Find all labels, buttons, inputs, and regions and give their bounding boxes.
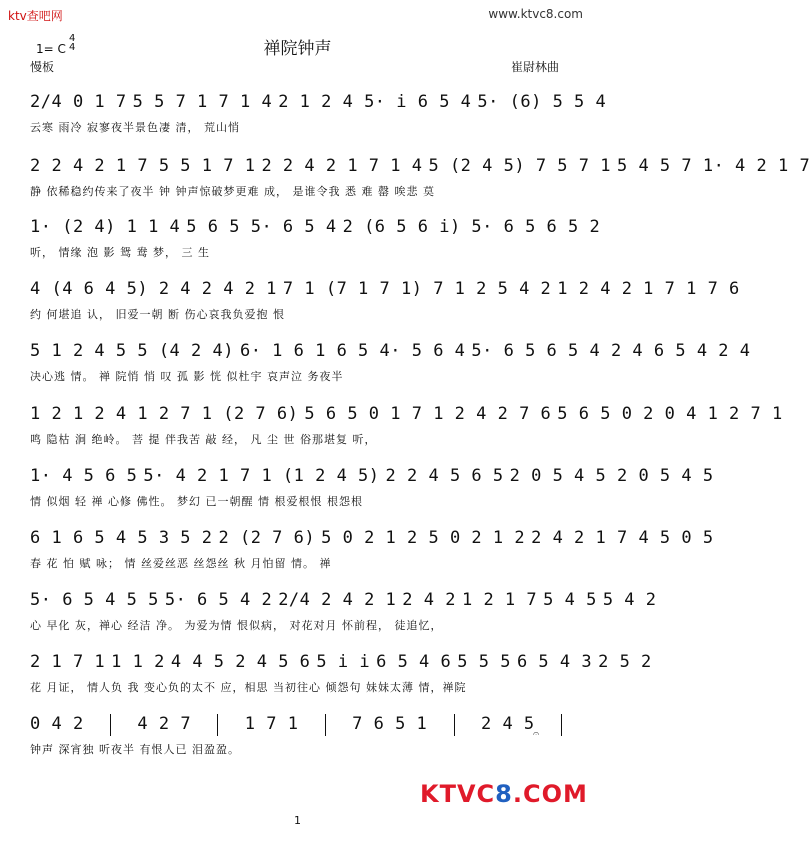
lyrics-row: 春 花 怕 赋 咏； 情 丝爱丝恶 丝怨丝 秋 月怕留 情。 禅 bbox=[30, 557, 332, 570]
measure: 5 6 5 0 2 0 4 1 2 7 1 bbox=[557, 404, 783, 424]
lyrics-row: 花 月证， 情人负 我 变心负的太不 应，相思 当初往心 倾怨句 妹妹太薄 情，禅院 bbox=[30, 681, 467, 694]
measure: 1 7 1 bbox=[244, 714, 299, 734]
logo-number: 8 bbox=[495, 780, 513, 808]
measure: 5 6 5 0 1 7 1 2 4 2 7 6 bbox=[304, 404, 552, 424]
notes-row bbox=[30, 341, 751, 363]
lyrics-row: 静 依稀稳约传来了夜半 钟 钟声惊破梦更难 成， 是谁令我 悉 难 罄 唉悲 莫 bbox=[30, 185, 435, 198]
notes-row bbox=[30, 217, 601, 239]
barline bbox=[454, 714, 455, 736]
song-title: 禅院钟声 bbox=[263, 39, 332, 59]
lyrics-row: 钟声 深宵独 听夜半 有恨人已 泪盈盈。 bbox=[30, 743, 240, 756]
measure: 6 5 4 6 bbox=[376, 652, 452, 672]
site-logo bbox=[420, 780, 588, 808]
score-line bbox=[30, 92, 607, 135]
measure: 5 i i bbox=[316, 652, 371, 672]
barline bbox=[110, 714, 111, 736]
measure: 5 5 7 1 7 1 4 bbox=[132, 92, 273, 112]
measure: 5 5 5 bbox=[457, 652, 511, 672]
barline bbox=[561, 714, 562, 736]
barline bbox=[325, 714, 326, 736]
measure: 7 6 5 1 bbox=[352, 714, 428, 734]
notes-row bbox=[30, 590, 657, 612]
score-line bbox=[30, 528, 714, 571]
logo-main: KTVC bbox=[420, 780, 496, 808]
measure: 2 2 4 2 1 7 5 5 1 7 1 bbox=[30, 156, 256, 176]
score-line bbox=[30, 341, 751, 384]
score-line bbox=[30, 404, 783, 447]
measure: 5 (2 4 5) 7 5 7 1 bbox=[428, 156, 611, 176]
lyrics-row: 鸣 隐枯 涧 绝岭。 菩 提 伴我苦 敲 经， 凡 尘 世 俗那堪复 听， bbox=[30, 433, 377, 446]
measure: 2 1 2 4 5· i 6 5 4 bbox=[278, 92, 472, 112]
measure: 2 2 4 2 1 7 1 4 bbox=[261, 156, 423, 176]
measure: 2 4 2 1 7 4 5 0 5 bbox=[531, 528, 714, 548]
measure: 5 4 5 7 1· 4 2 1 7 bbox=[616, 156, 810, 176]
lyrics-row: 听， 情缘 泡 影 鸳 鸯 梦， 三 生 bbox=[30, 246, 210, 259]
score-line bbox=[30, 652, 652, 695]
measure: 5· (6) 5 5 4 bbox=[477, 92, 607, 112]
notes-row bbox=[30, 279, 740, 301]
measure: 5 6 5 5· 6 5 4 bbox=[186, 217, 337, 237]
measure: 5 1 2 4 5 5 (4 2 4) bbox=[30, 341, 234, 361]
fermata-icon: 𝄐 bbox=[533, 727, 540, 740]
time-signature bbox=[69, 34, 75, 52]
measure: 5 0 2 1 2 5 0 2 1 2 bbox=[321, 528, 526, 548]
measure: 1· 4 5 6 5 bbox=[30, 466, 138, 486]
measure: 2 0 5 4 5 2 0 5 4 5 bbox=[509, 466, 714, 486]
page-number: 1 bbox=[294, 814, 301, 827]
measure: 6· 1 6 1 6 5 4· 5 6 4 bbox=[239, 341, 466, 361]
measure: 2/4 2 4 2 1 bbox=[278, 590, 397, 610]
lyrics-row: 情 似烟 轻 禅 心修 佛性。 梦幻 已一朝醒 情 根爱根恨 根怨根 bbox=[30, 495, 363, 508]
measure: 4 4 5 2 4 5 6 bbox=[170, 652, 311, 672]
measure: 2 2 4 5 6 5 bbox=[385, 466, 504, 486]
notes-row bbox=[30, 466, 714, 488]
measure: 1 2 1 7 bbox=[461, 590, 538, 610]
measure: 5 4 5 bbox=[543, 590, 597, 610]
lyrics-row: 心 早化 灰，禅心 经洁 净。 为爱为情 恨似病， 对花对月 怀前程， 徒追忆， bbox=[30, 619, 443, 632]
measure: 4 2 7 bbox=[137, 714, 192, 734]
measure: 4 (4 6 4 5) 2 4 2 4 2 1 bbox=[30, 279, 277, 299]
meter-bottom: 4 bbox=[69, 42, 76, 53]
measure: 5· 6 5 4 2 bbox=[164, 590, 273, 610]
lyrics-row: 决心逃 情。 禅 院悄 悄 叹 孤 影 恍 似杜宇 哀声泣 务夜半 bbox=[30, 370, 344, 383]
measure: 2 (2 7 6) bbox=[218, 528, 316, 548]
lyrics-row: 云寒 雨冷 寂寥夜半景色凄 清， 荒山悄 bbox=[30, 121, 240, 134]
site-url-right: www.ktvc8.com bbox=[488, 7, 583, 21]
score-line bbox=[30, 279, 740, 322]
logo-suffix: .COM bbox=[512, 780, 588, 808]
notes-row bbox=[30, 404, 783, 426]
measure: 1 2 1 2 4 1 2 7 1 (2 7 6) bbox=[30, 404, 299, 424]
measure: 7 1 (7 1 7 1) 7 1 2 5 4 2 bbox=[282, 279, 552, 299]
measure: 1 2 4 2 1 7 1 7 6 bbox=[557, 279, 740, 299]
notes-row bbox=[30, 156, 810, 178]
measure: 2 (6 5 6 i) 5· 6 5 6 5 2 bbox=[342, 217, 601, 237]
notes-row bbox=[30, 528, 714, 550]
score-line bbox=[30, 466, 714, 509]
measure: 2 4 2 bbox=[402, 590, 456, 610]
measure: 1 1 2 bbox=[111, 652, 165, 672]
score-line bbox=[30, 156, 810, 199]
measure: 6 5 4 3 bbox=[516, 652, 593, 672]
notes-row bbox=[30, 714, 565, 736]
composer: 崔尉林曲 bbox=[510, 60, 559, 74]
measure: 5· 4 2 1 7 1 (1 2 4 5) bbox=[143, 466, 380, 486]
measure: 2/4 0 1 7 bbox=[30, 92, 127, 112]
score-line bbox=[30, 714, 565, 757]
measure: 2 4 5 bbox=[480, 714, 535, 734]
measure: 5· 6 5 4 5 5 bbox=[30, 590, 159, 610]
key-signature: 1= C bbox=[36, 42, 66, 56]
measure: 5 4 2 bbox=[602, 590, 657, 610]
measure: 1· (2 4) 1 1 4 bbox=[30, 217, 181, 237]
barline bbox=[217, 714, 218, 736]
measure: 6 1 6 5 4 5 3 5 2 bbox=[30, 528, 213, 548]
tempo-marking: 慢板 bbox=[30, 60, 55, 74]
notes-row bbox=[30, 92, 607, 114]
meter-top: 4 bbox=[69, 33, 76, 44]
site-name-left: ktv查吧网 bbox=[8, 9, 63, 23]
score-line bbox=[30, 590, 657, 633]
notes-row bbox=[30, 652, 652, 674]
lyrics-row: 约 何堪追 认， 旧爱一朝 断 伤心哀我负爱抱 恨 bbox=[30, 308, 285, 321]
measure: 0 4 2 bbox=[30, 714, 84, 734]
score-line bbox=[30, 217, 601, 260]
measure: 2 1 7 1 bbox=[30, 652, 106, 672]
measure: 2 5 2 bbox=[598, 652, 652, 672]
measure: 5· 6 5 6 5 4 2 4 6 5 4 2 4 bbox=[471, 341, 751, 361]
